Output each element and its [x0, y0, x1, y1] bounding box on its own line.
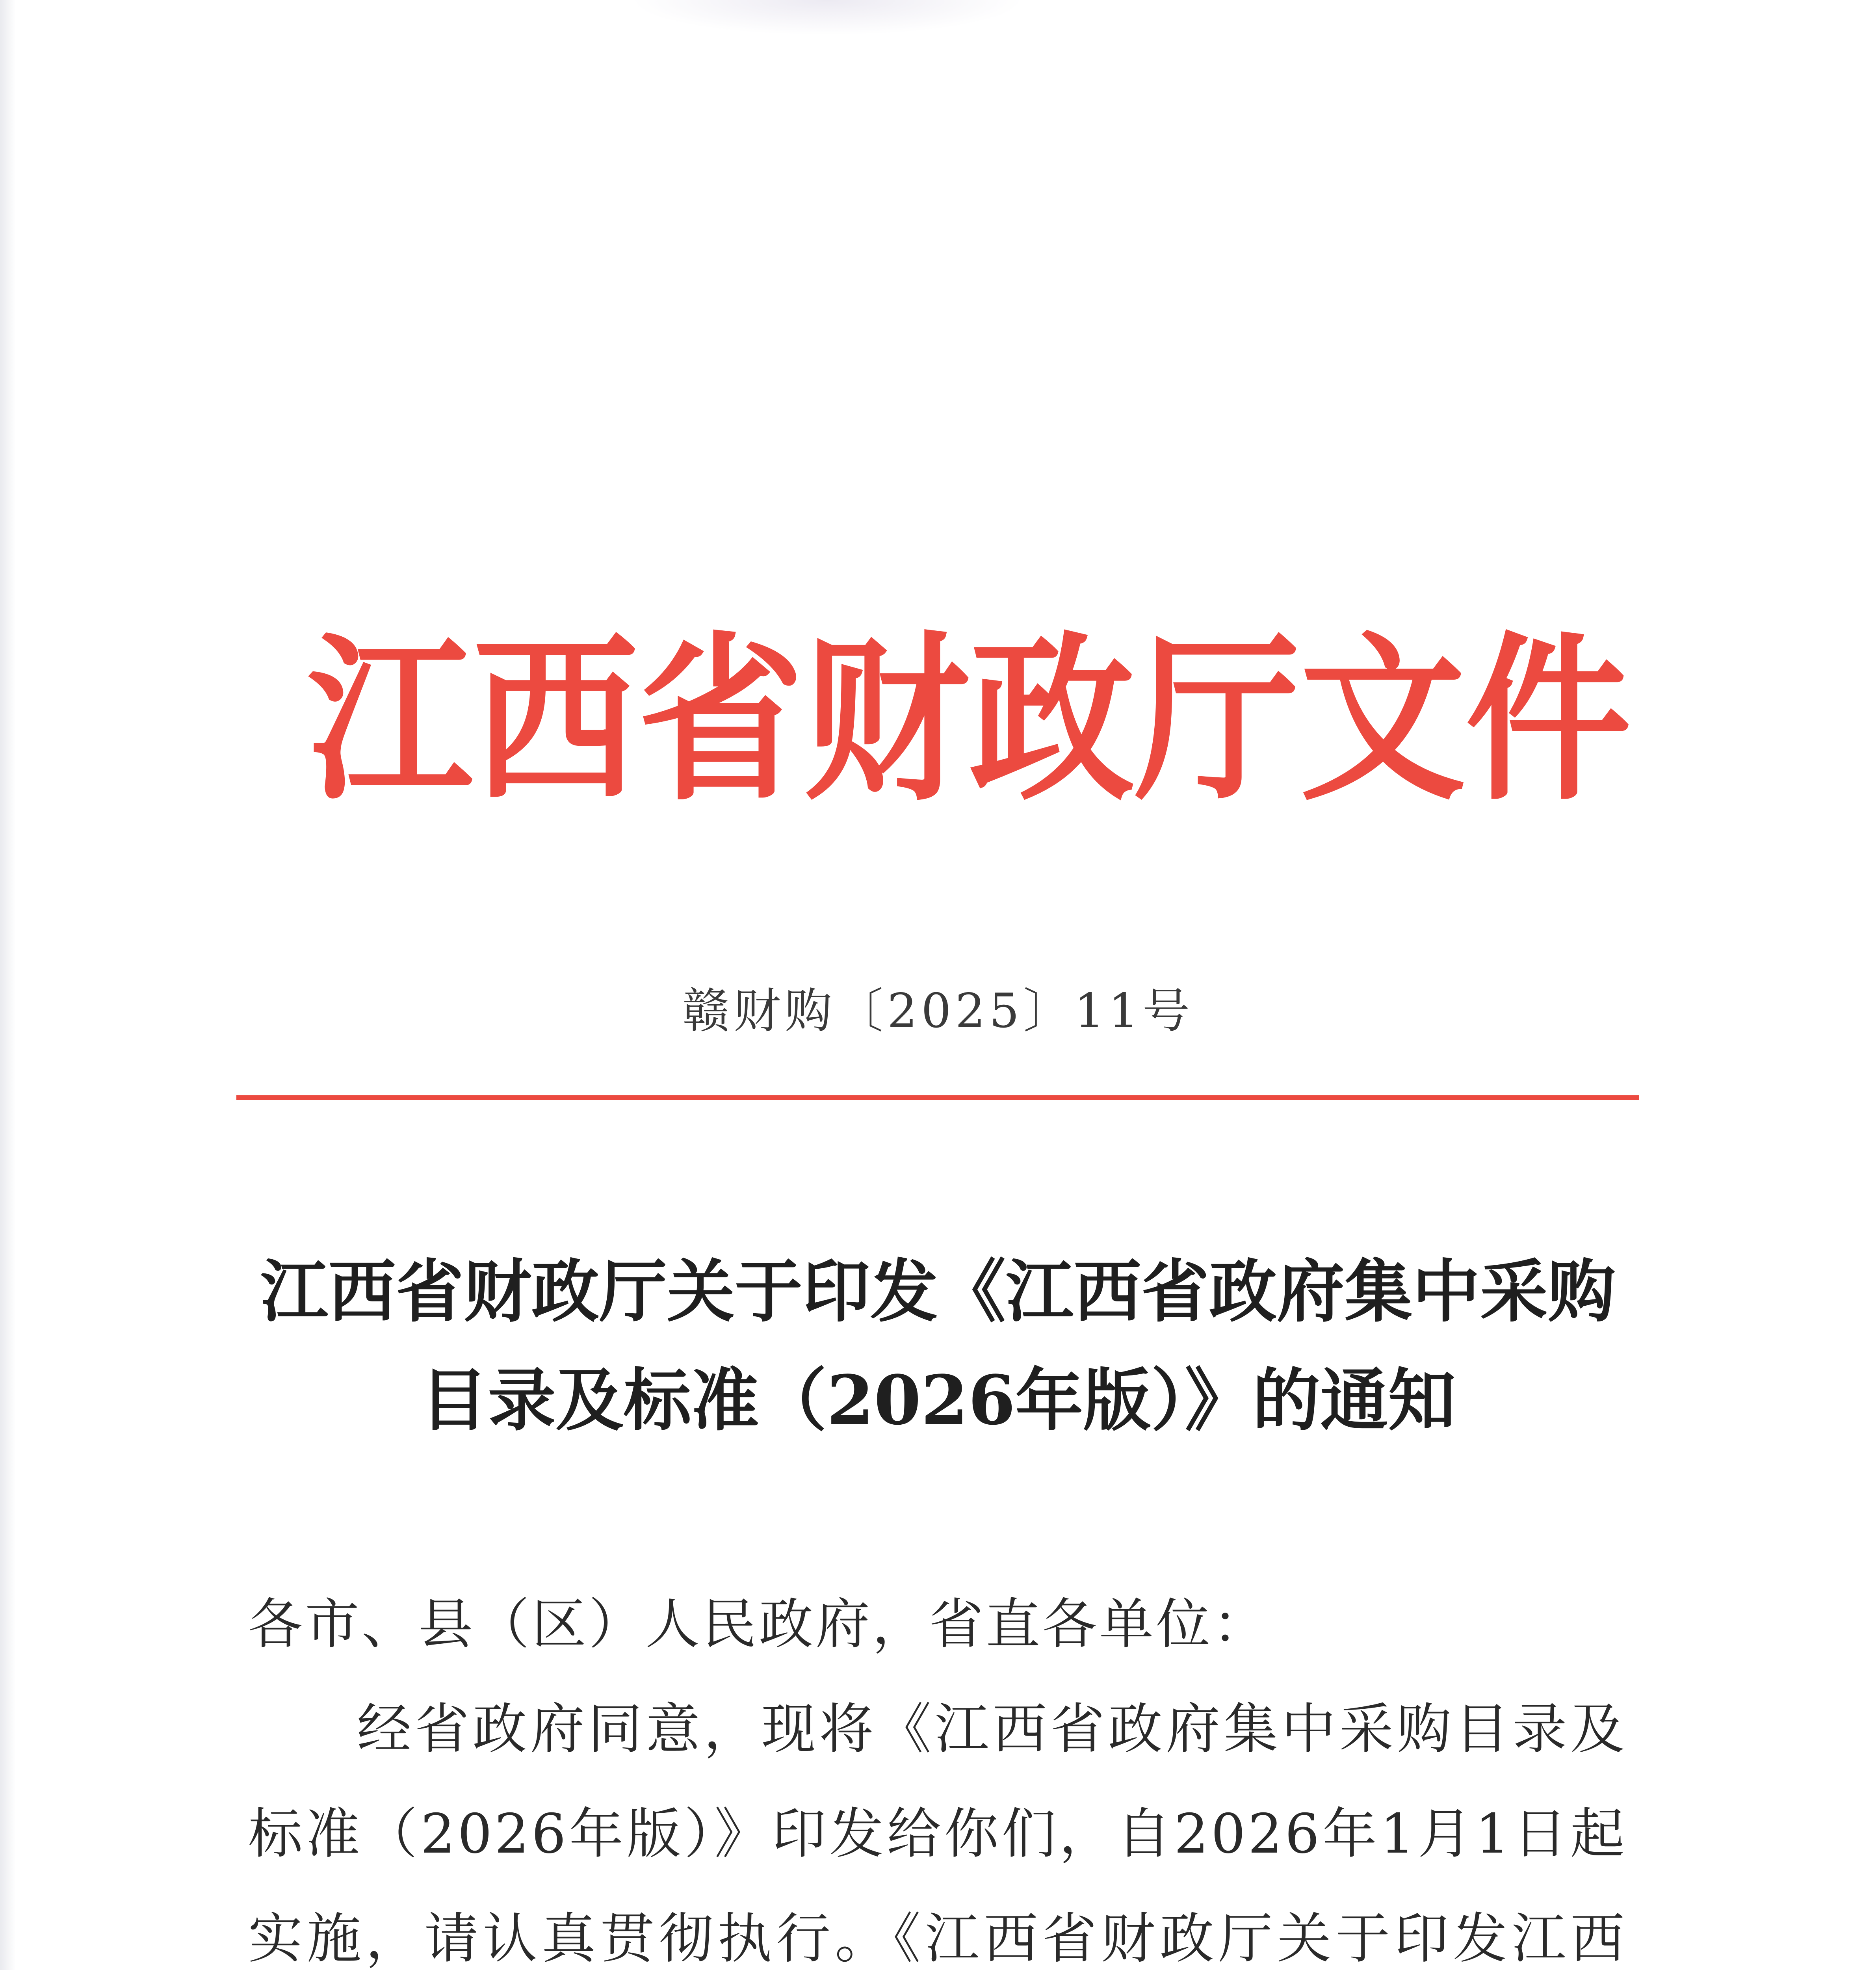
header-char: 西 — [473, 617, 638, 825]
header-char: 财 — [804, 617, 969, 825]
notice-title — [0, 1237, 1876, 1455]
header-char: 政 — [969, 617, 1135, 825]
header-char: 省 — [638, 617, 804, 825]
notice-title-line-2: 目录及标准（2026年版）》的通知 — [420, 1360, 1456, 1440]
scan-shadow-top — [630, 0, 1024, 35]
salutation: 各市、县（区）人民政府，省直各单位： — [248, 1593, 1270, 1656]
red-separator-line — [236, 1095, 1639, 1100]
notice-title-line-1: 江西省财政厅关于印发《江西省政府集中采购 — [260, 1251, 1616, 1331]
notice-body — [248, 1572, 1627, 1970]
document-header-title — [307, 617, 1631, 825]
document-number: 赣财购〔2025〕11号 — [682, 984, 1194, 1039]
body-paragraph-1: 经省政府同意，现将《江西省政府集中采购目录及标准（2026年版）》印发给你们，自2026年1月1日起实施，请认真贯彻执行。《江西省财政厅关于印发江西 — [248, 1697, 1627, 1970]
header-char: 文 — [1300, 617, 1466, 825]
header-char: 江 — [307, 617, 473, 825]
header-char: 厅 — [1135, 617, 1300, 825]
header-char: 件 — [1466, 617, 1631, 825]
